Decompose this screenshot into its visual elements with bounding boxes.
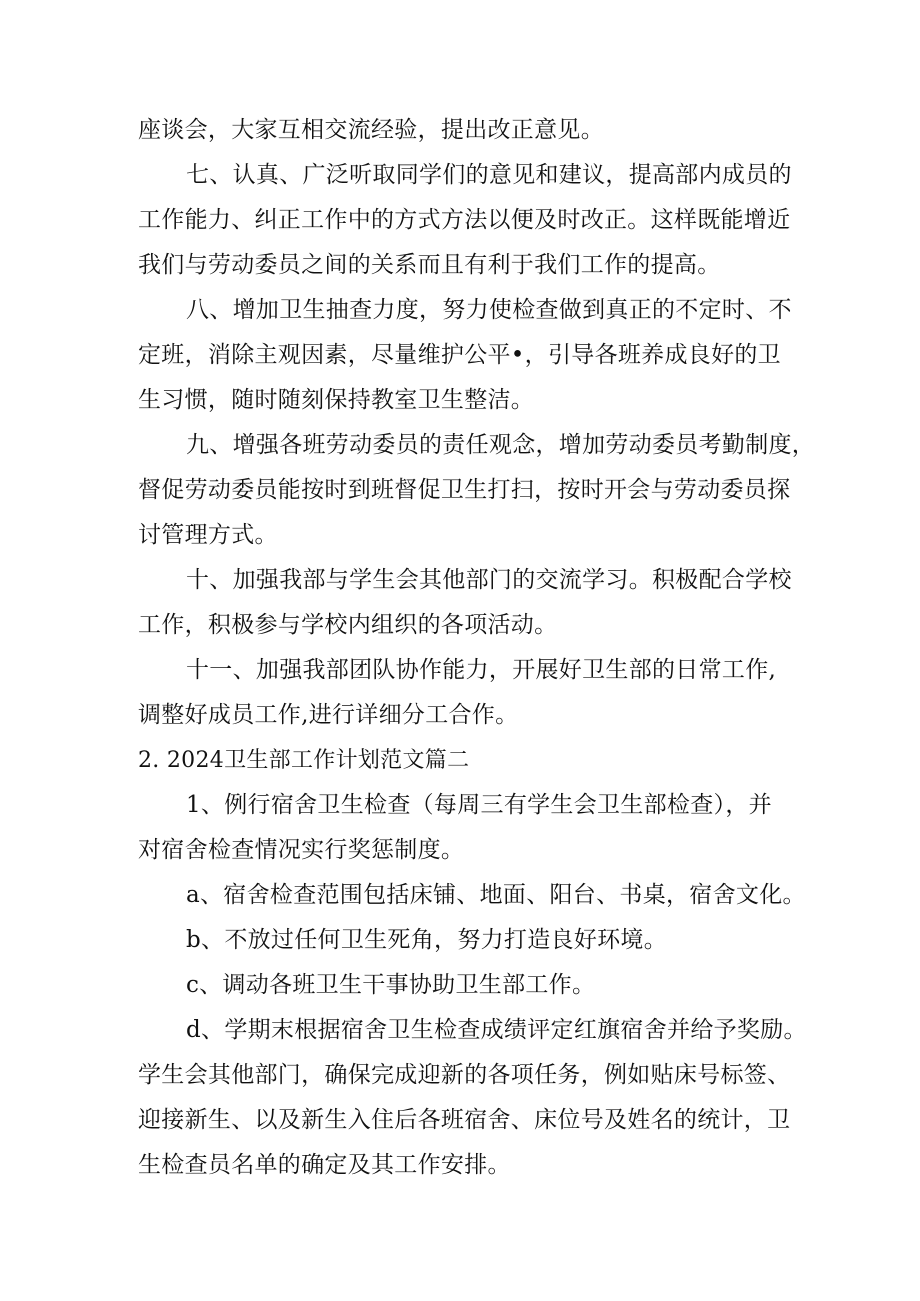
paragraph-line: 生习惯，随时随刻保持教室卫生整洁。 <box>138 387 535 413</box>
list-item-line: a、宿舍检查范围包括床铺、地面、阳台、书桌，宿舍文化。 <box>186 882 806 908</box>
paragraph-line: 八、增加卫生抽查力度，努力使检查做到真正的不定时、不 <box>186 297 792 323</box>
paragraph-line: 工作，积极参与学校内组织的各项活动。 <box>138 612 558 638</box>
paragraph-line: 生检查员名单的确定及其工作安排。 <box>138 1152 511 1178</box>
list-item-line: c、调动各班卫生干事协助卫生部工作。 <box>186 972 596 998</box>
paragraph-line: 学生会其他部门，确保完成迎新的各项任务，例如贴床号标签、 <box>138 1062 791 1088</box>
list-item-line: b、不放过任何卫生死角，努力打造良好环境。 <box>186 927 668 953</box>
section-heading: 2. 2024卫生部工作计划范文篇二 <box>138 748 470 773</box>
document-body <box>138 108 816 1188</box>
paragraph-line: 迎接新生、以及新生入住后各班宿舍、床位号及姓名的统计，卫 <box>138 1107 791 1133</box>
list-item-line: d、学期末根据宿舍卫生检查成绩评定红旗宿舍并给予奖励。 <box>186 1017 807 1043</box>
paragraph-line: 定班，消除主观因素，尽量维护公平•，引导各班养成良好的卫 <box>138 342 781 368</box>
paragraph-line: 座谈会，大家互相交流经验，提出改正意见。 <box>138 117 604 143</box>
paragraph-line: 调整好成员工作,进行详细分工合作。 <box>138 702 519 728</box>
paragraph-line: 十、加强我部与学生会其他部门的交流学习。积极配合学校 <box>186 567 792 593</box>
paragraph-line: 对宿舍检查情况实行奖惩制度。 <box>138 837 465 863</box>
paragraph-line: 讨管理方式。 <box>138 522 278 548</box>
paragraph-line: 十一、加强我部团队协作能力，开展好卫生部的日常工作, <box>186 657 777 683</box>
paragraph-line: 督促劳动委员能按时到班督促卫生打扫，按时开会与劳动委员探 <box>138 477 791 503</box>
paragraph-line: 七、认真、广泛听取同学们的意见和建议，提高部内成员的 <box>186 162 792 188</box>
paragraph-line: 1、例行宿舍卫生检查（每周三有学生会卫生部检查），并 <box>186 792 772 818</box>
paragraph-line: 九、增强各班劳动委员的责任观念，增加劳动委员考勤制度， <box>186 432 816 458</box>
paragraph-line: 工作能力、纠正工作中的方式方法以便及时改正。这样既能增近 <box>138 207 791 233</box>
paragraph-line: 我们与劳动委员之间的关系而且有利于我们工作的提高。 <box>138 252 721 278</box>
